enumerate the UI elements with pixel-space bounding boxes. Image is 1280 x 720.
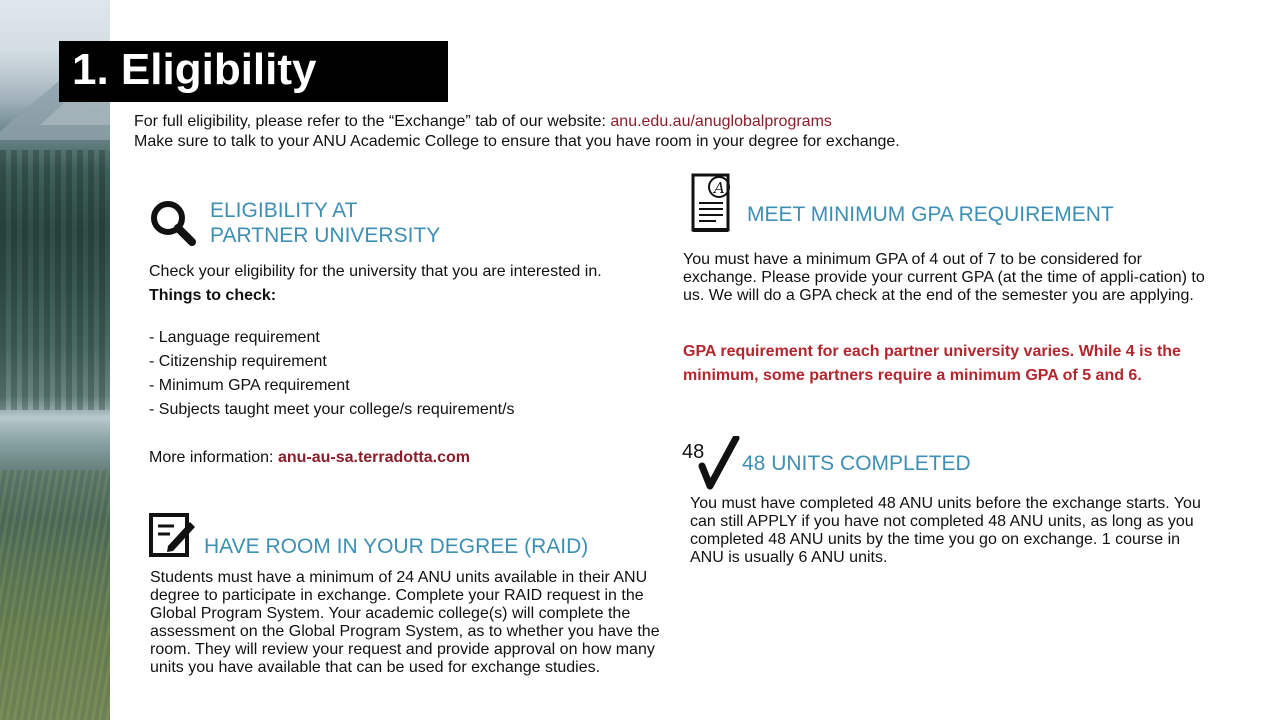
edit-note-icon	[148, 512, 198, 565]
grass-texture	[0, 470, 110, 720]
list-item: - Citizenship requirement	[149, 353, 327, 370]
units-body: You must have completed 48 ANU units before the exchange starts. You can still APPLY if you have not completed 48 ANU units, as long as you completed 48 ANU units by the time you go on exchange. 1 course in ANU is usually 6 ANU units.	[690, 495, 1201, 566]
list-item: - Subjects taught meet your college/s requirement/s	[149, 401, 515, 418]
raid-body: Students must have a minimum of 24 ANU units available in their ANU degree to participate in exchange. Complete your RAID request in the Global Program System. Your academic college(s) will complete the assessment on the Global Program System, as to whether you have the room. They will review your request and provide approval on how many units you have available that can be used for exchange studies.	[150, 569, 660, 676]
terradotta-link[interactable]: anu-au-sa.terradotta.com	[277, 449, 470, 466]
title-banner	[59, 41, 448, 102]
gpa-icon-letter: A	[714, 179, 725, 197]
checklist	[149, 326, 669, 422]
graded-document-icon	[688, 172, 736, 239]
intro-line-1: For full eligibility, please refer to the “Exchange” tab of our website: anu.edu.au/anuglobalprograms	[134, 113, 832, 130]
partner-eligibility-heading: ELIGIBILITY AT PARTNER UNIVERSITY	[210, 199, 441, 247]
units-heading: 48 UNITS COMPLETED	[742, 452, 971, 475]
website-link[interactable]: anu.edu.au/anuglobalprograms	[610, 113, 832, 130]
page-title: 1. Eligibility	[72, 45, 317, 94]
list-item: - Language requirement	[149, 329, 320, 346]
more-info: More information: anu-au-sa.terradotta.com	[149, 449, 470, 466]
forest-texture	[0, 150, 110, 410]
list-item: - Minimum GPA requirement	[149, 377, 350, 394]
intro-line-2: Make sure to talk to your ANU Academic College to ensure that you have room in your degree for exchange.	[134, 133, 900, 150]
units-check-icon	[682, 436, 742, 497]
gpa-note: GPA requirement for each partner university varies. While 4 is the minimum, some partners require a minimum GPA of 5 and 6.	[683, 343, 1181, 384]
intro-text	[134, 112, 900, 152]
search-icon	[148, 198, 198, 253]
gpa-body: You must have a minimum GPA of 4 out of 7 to be considered for exchange. Please provide your current GPA (at the time of appli-cation) to us. We will do a GPA check at the end of the semester you are applying.	[683, 251, 1205, 304]
side-photo	[0, 0, 110, 720]
units-icon-number: 48	[682, 441, 705, 463]
raid-heading: HAVE ROOM IN YOUR DEGREE (RAID)	[204, 535, 589, 558]
gpa-heading: MEET MINIMUM GPA REQUIREMENT	[747, 203, 1114, 226]
partner-check-text: Check your eligibility for the university that you are interested in. Things to check:	[149, 263, 602, 304]
